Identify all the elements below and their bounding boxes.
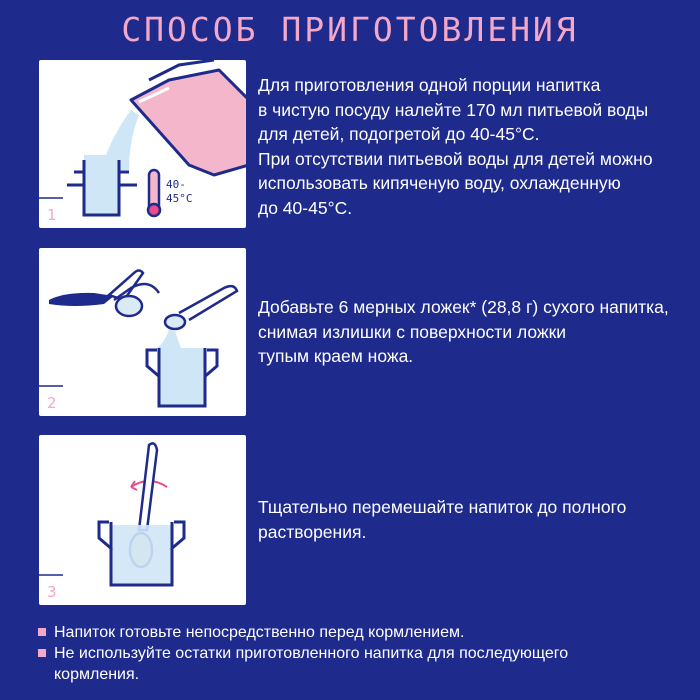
text-line: Тщательно перемешайте напиток до полного — [258, 497, 627, 517]
step-number: 3 — [47, 583, 57, 601]
note-line: кормления. — [54, 666, 140, 683]
thermometer-icon — [148, 170, 160, 216]
note-line: Не используйте остатки приготовленного напитка для последующего — [54, 645, 569, 662]
step-number: 1 — [47, 206, 57, 224]
text-line: Для приготовления одной порции напитка — [258, 75, 601, 95]
step-3-illustration — [39, 435, 246, 605]
text-line: растворения. — [258, 521, 367, 542]
step-2-text — [258, 295, 678, 369]
step-3-card — [39, 435, 246, 605]
step-1-illustration — [39, 60, 246, 228]
note-item — [38, 643, 678, 685]
notes-list — [38, 622, 678, 685]
scoop-icon-2 — [165, 286, 237, 329]
text-line: При отсутствии питьевой воды для детей можно — [258, 148, 653, 169]
cup-icon — [147, 348, 217, 406]
jug-icon — [131, 60, 246, 175]
text-line: до 40-45°С. — [258, 197, 353, 218]
step-number: 2 — [47, 394, 57, 412]
cup-icon — [99, 522, 184, 585]
text-line: тупым краем ножа. — [258, 346, 414, 366]
step-2-illustration — [39, 248, 246, 416]
text-line: в чистую посуду налейте 170 мл питьевой воды — [258, 99, 649, 120]
bullet-icon — [38, 628, 46, 636]
step-1-card — [39, 60, 246, 228]
text-line: снимая излишки с поверхности ложки — [258, 321, 567, 342]
text-line: для детей, подогретой до 40-45°С. — [258, 124, 540, 144]
step-1-text — [258, 73, 678, 220]
text-line: использовать кипяченую воду, охлажденную — [258, 173, 621, 193]
step-3-text — [258, 495, 678, 544]
bullet-icon — [38, 649, 46, 657]
note-line: Напиток готовьте непосредственно перед кормлением. — [54, 624, 465, 641]
thermometer-label-1: 40- — [166, 178, 186, 191]
text-line: Добавьте 6 мерных ложек* (28,8 г) сухого напитка, — [258, 297, 669, 317]
page-title: СПОСОБ ПРИГОТОВЛЕНИЯ — [121, 10, 579, 49]
step-2-card — [39, 248, 246, 416]
thermometer-label-2: 45°C — [166, 192, 193, 205]
note-item — [38, 622, 678, 643]
